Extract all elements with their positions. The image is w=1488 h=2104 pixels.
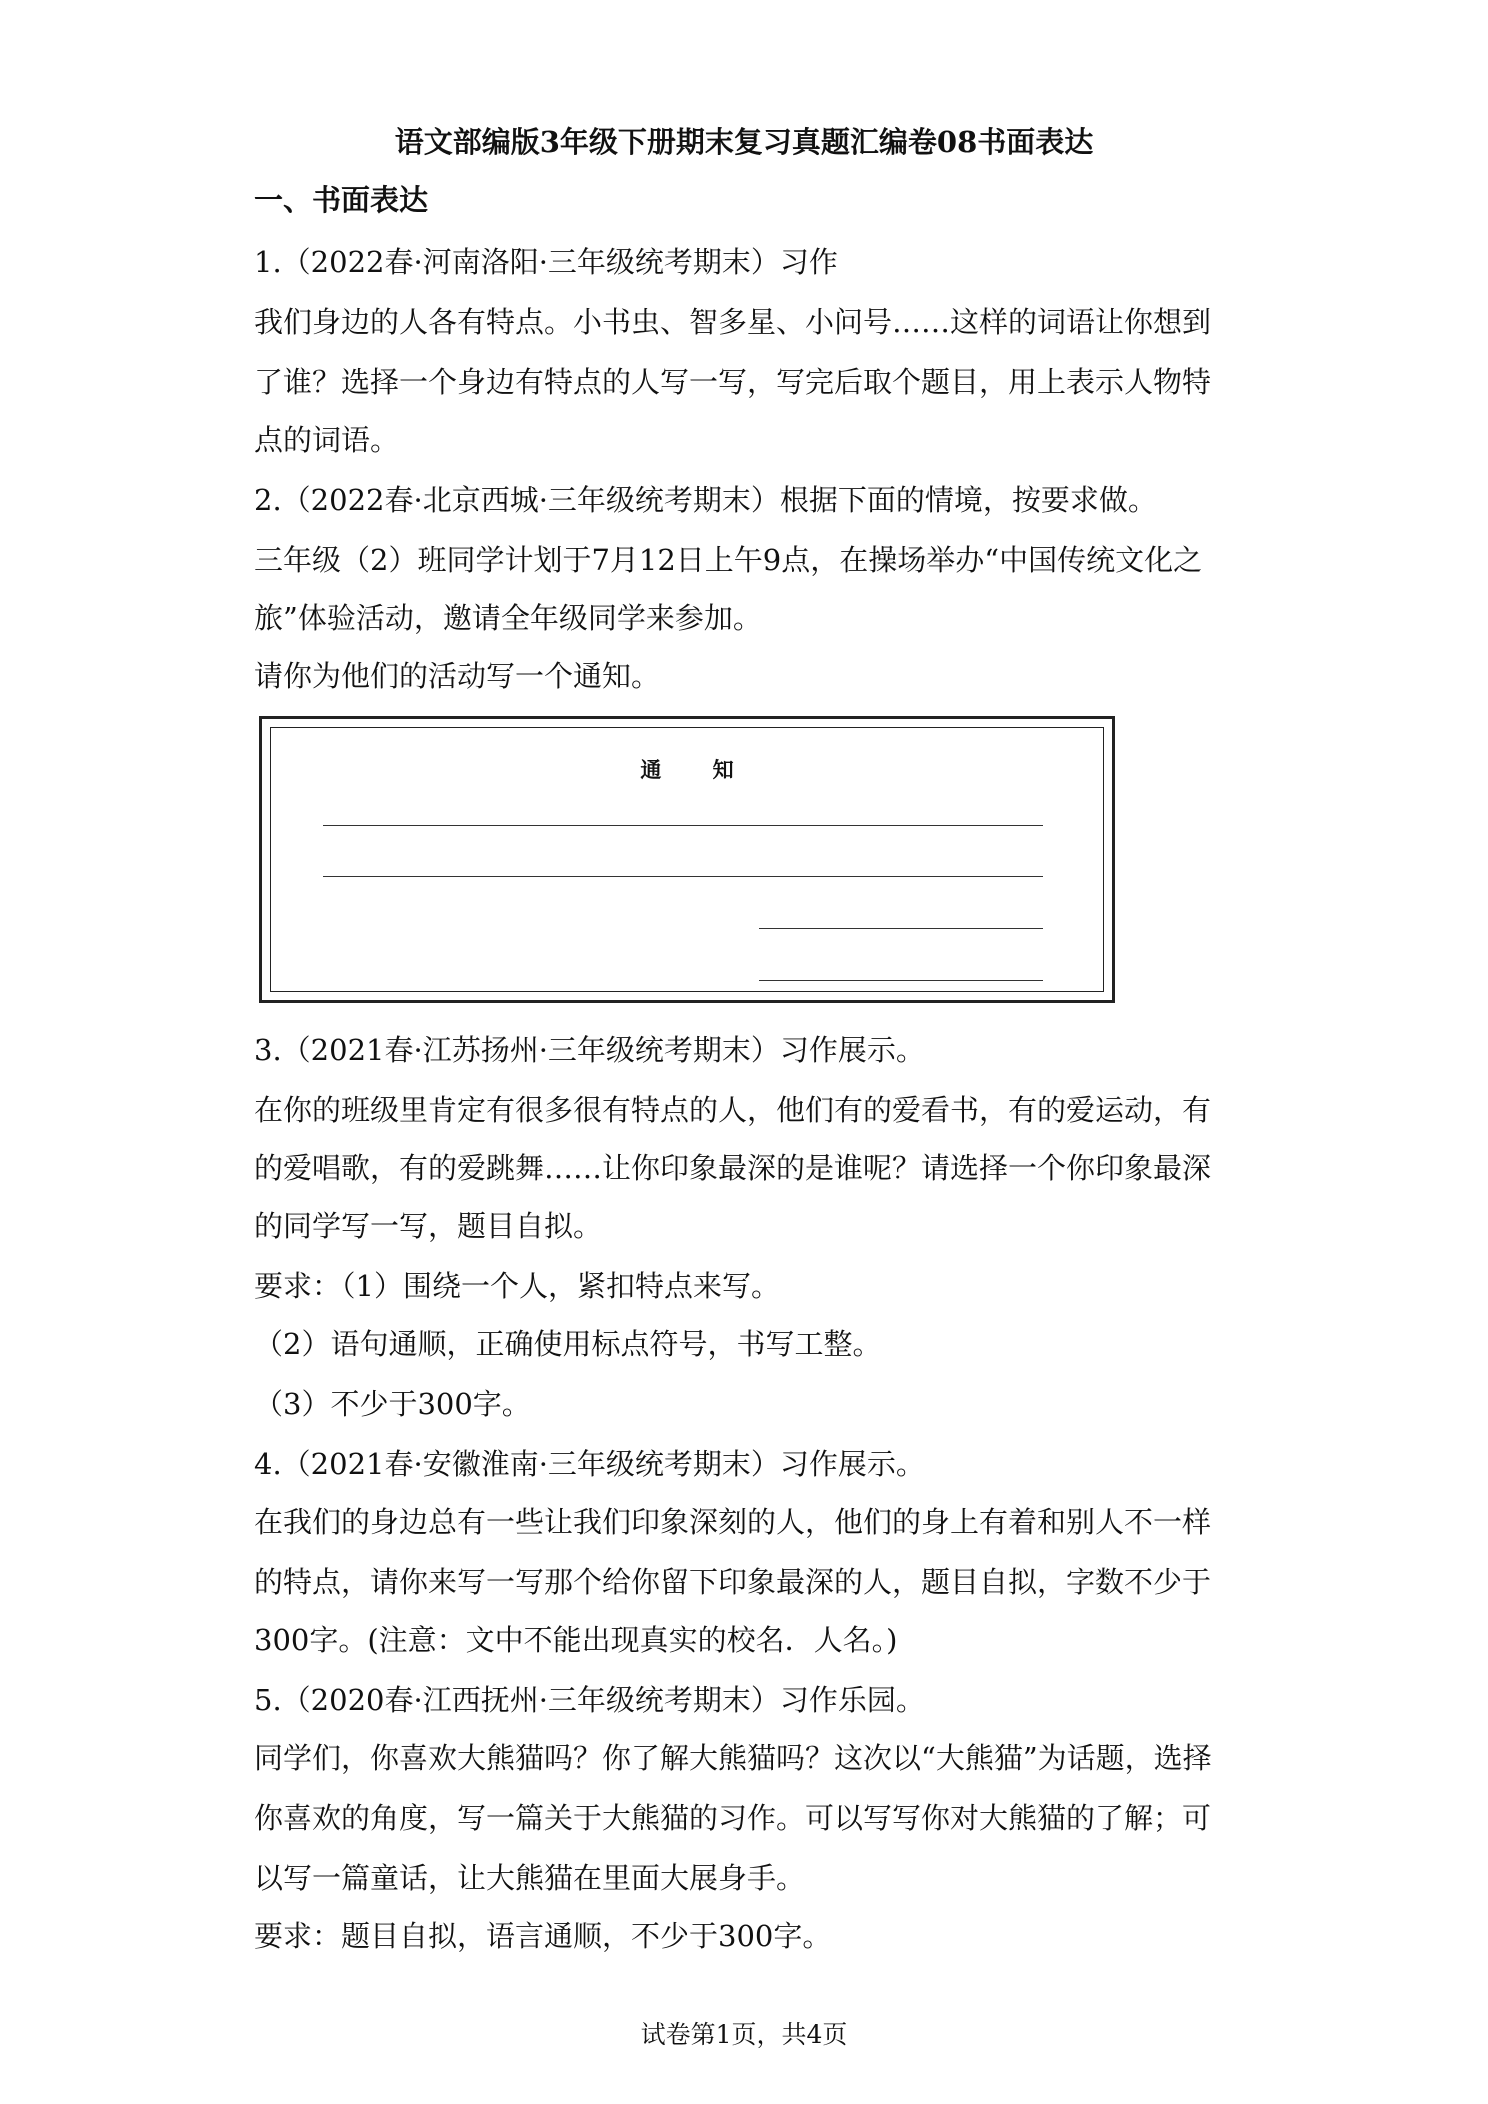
question-4-text-line: 300字。(注意：文中不能出现真实的校名．人名。) <box>254 1623 898 1657</box>
notice-signature-line[interactable] <box>759 928 1043 929</box>
question-3-header: 3.（2021春·江苏扬州·三年级统考期末）习作展示。 <box>254 1033 925 1067</box>
question-1-text-line: 了谁？选择一个身边有特点的人写一写，写完后取个题目，用上表示人物特 <box>254 365 1212 399</box>
notice-inner-border <box>270 727 1104 992</box>
question-5-header: 5.（2020春·江西抚州·三年级统考期末）习作乐园。 <box>254 1683 925 1717</box>
question-5-text-line: 你喜欢的角度，写一篇关于大熊猫的习作。可以写写你对大熊猫的了解；可 <box>254 1801 1212 1835</box>
question-1-text-line: 点的词语。 <box>254 423 400 457</box>
notice-write-line[interactable] <box>323 825 1043 826</box>
notice-title: 通 知 <box>640 758 756 782</box>
notice-answer-box <box>259 716 1115 1003</box>
question-2-text-line: 三年级（2）班同学计划于7月12日上午9点，在操场举办“中国传统文化之 <box>254 543 1203 577</box>
notice-write-line[interactable] <box>323 876 1043 877</box>
question-2-text-line: 旅”体验活动，邀请全年级同学来参加。 <box>254 601 762 635</box>
question-5-text-line: 同学们，你喜欢大熊猫吗？你了解大熊猫吗？这次以“大熊猫”为话题，选择 <box>254 1741 1212 1775</box>
question-1-text-line: 我们身边的人各有特点。小书虫、智多星、小问号……这样的词语让你想到 <box>254 305 1212 339</box>
question-3-text-line: 的同学写一写，题目自拟。 <box>254 1209 603 1243</box>
question-4-text-line: 的特点，请你来写一写那个给你留下印象最深的人，题目自拟，字数不少于 <box>254 1565 1212 1599</box>
question-5-requirement: 要求：题目自拟，语言通顺，不少于300字。 <box>254 1919 832 1953</box>
question-4-text-line: 在我们的身边总有一些让我们印象深刻的人，他们的身上有着和别人不一样 <box>254 1505 1212 1539</box>
question-3-requirement: （2）语句通顺，正确使用标点符号，书写工整。 <box>254 1327 882 1361</box>
question-5-text-line: 以写一篇童话，让大熊猫在里面大展身手。 <box>254 1861 806 1895</box>
question-2-header: 2.（2022春·北京西城·三年级统考期末）根据下面的情境，按要求做。 <box>254 483 1157 517</box>
document-title: 语文部编版3年级下册期末复习真题汇编卷08书面表达 <box>394 125 1094 159</box>
question-3-text-line: 在你的班级里肯定有很多很有特点的人，他们有的爱看书，有的爱运动，有 <box>254 1093 1212 1127</box>
question-3-requirement: 要求：（1）围绕一个人，紧扣特点来写。 <box>254 1269 780 1303</box>
question-2-text-line: 请你为他们的活动写一个通知。 <box>254 659 661 693</box>
question-4-header: 4.（2021春·安徽淮南·三年级统考期末）习作展示。 <box>254 1447 925 1481</box>
question-1-header: 1.（2022春·河南洛阳·三年级统考期末）习作 <box>254 245 838 279</box>
section-heading: 一、书面表达 <box>254 183 429 217</box>
notice-date-line[interactable] <box>759 980 1043 981</box>
page-footer: 试卷第1页，共4页 <box>640 2020 848 2049</box>
question-3-text-line: 的爱唱歌，有的爱跳舞……让你印象最深的是谁呢？请选择一个你印象最深 <box>254 1151 1212 1185</box>
question-3-requirement: （3）不少于300字。 <box>254 1387 531 1421</box>
